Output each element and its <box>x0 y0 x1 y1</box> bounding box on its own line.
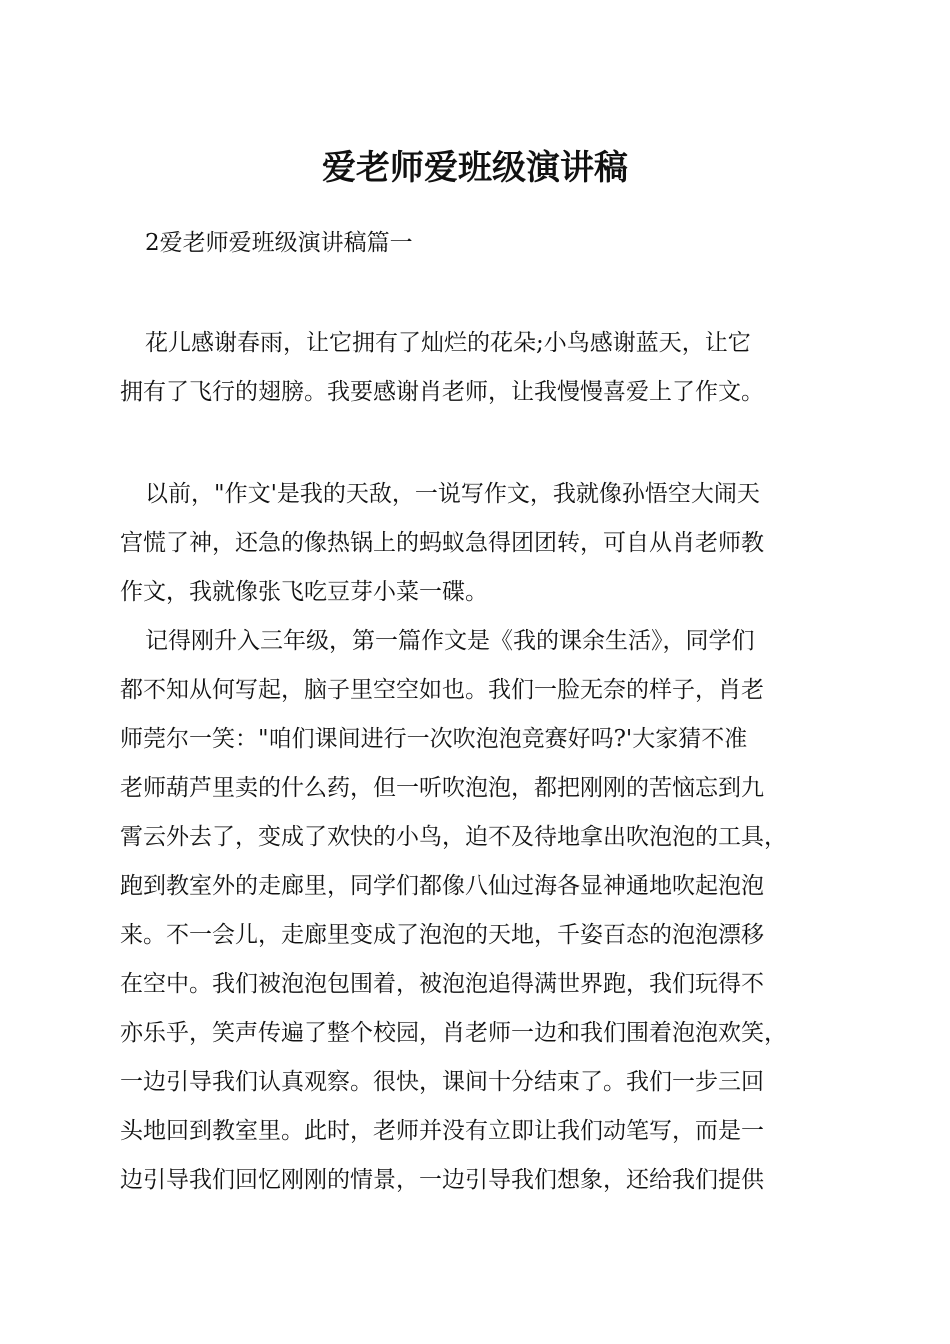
text-line: 作文，我就像张飞吃豆芽小菜一碟。 <box>120 579 488 605</box>
page-title: 爱老师爱班级演讲稿 <box>322 148 628 188</box>
text-line: 来。不一会儿，走廊里变成了泡泡的天地，千姿百态的泡泡漂移 <box>120 922 764 948</box>
text-line: 都不知从何写起，脑子里空空如也。我们一脸无奈的样子，肖老 <box>120 677 764 703</box>
text-line: 跑到教室外的走廊里，同学们都像八仙过海各显神通地吹起泡泡 <box>120 873 764 899</box>
text-line: 花儿感谢春雨，让它拥有了灿烂的花朵;小鸟感谢蓝天，让它 <box>145 330 751 356</box>
text-line: 记得刚升入三年级，第一篇作文是《我的课余生活》，同学们 <box>145 628 755 654</box>
text-line: 在空中。我们被泡泡包围着，被泡泡追得满世界跑，我们玩得不 <box>120 971 764 997</box>
text-line: 霄云外去了，变成了欢快的小鸟，迫不及待地拿出吹泡泡的工具， <box>120 824 787 850</box>
text-line: 宫慌了神，还急的像热锅上的蚂蚁急得团团转，可自从肖老师教 <box>120 530 764 556</box>
text-line: 拥有了飞行的翅膀。我要感谢肖老师，让我慢慢喜爱上了作文。 <box>120 379 764 405</box>
text-line: 以前，"作文'是我的天敌，一说写作文，我就像孙悟空大闹天 <box>145 481 760 507</box>
text-line: 边引导我们回忆刚刚的情景，一边引导我们想象，还给我们提供 <box>120 1167 764 1193</box>
text-line: 师莞尔一笑："咱们课间进行一次吹泡泡竞赛好吗?'大家猜不准 <box>120 726 748 752</box>
text-line: 一边引导我们认真观察。很快，课间十分结束了。我们一步三回 <box>120 1069 764 1095</box>
text-line: 老师葫芦里卖的什么药，但一听吹泡泡，都把刚刚的苦恼忘到九 <box>120 775 764 801</box>
text-line: 头地回到教室里。此时，老师并没有立即让我们动笔写，而是一 <box>120 1118 764 1144</box>
section-heading: 2爱老师爱班级演讲稿篇一 <box>145 230 413 256</box>
text-line: 亦乐乎，笑声传遍了整个校园，肖老师一边和我们围着泡泡欢笑， <box>120 1020 787 1046</box>
